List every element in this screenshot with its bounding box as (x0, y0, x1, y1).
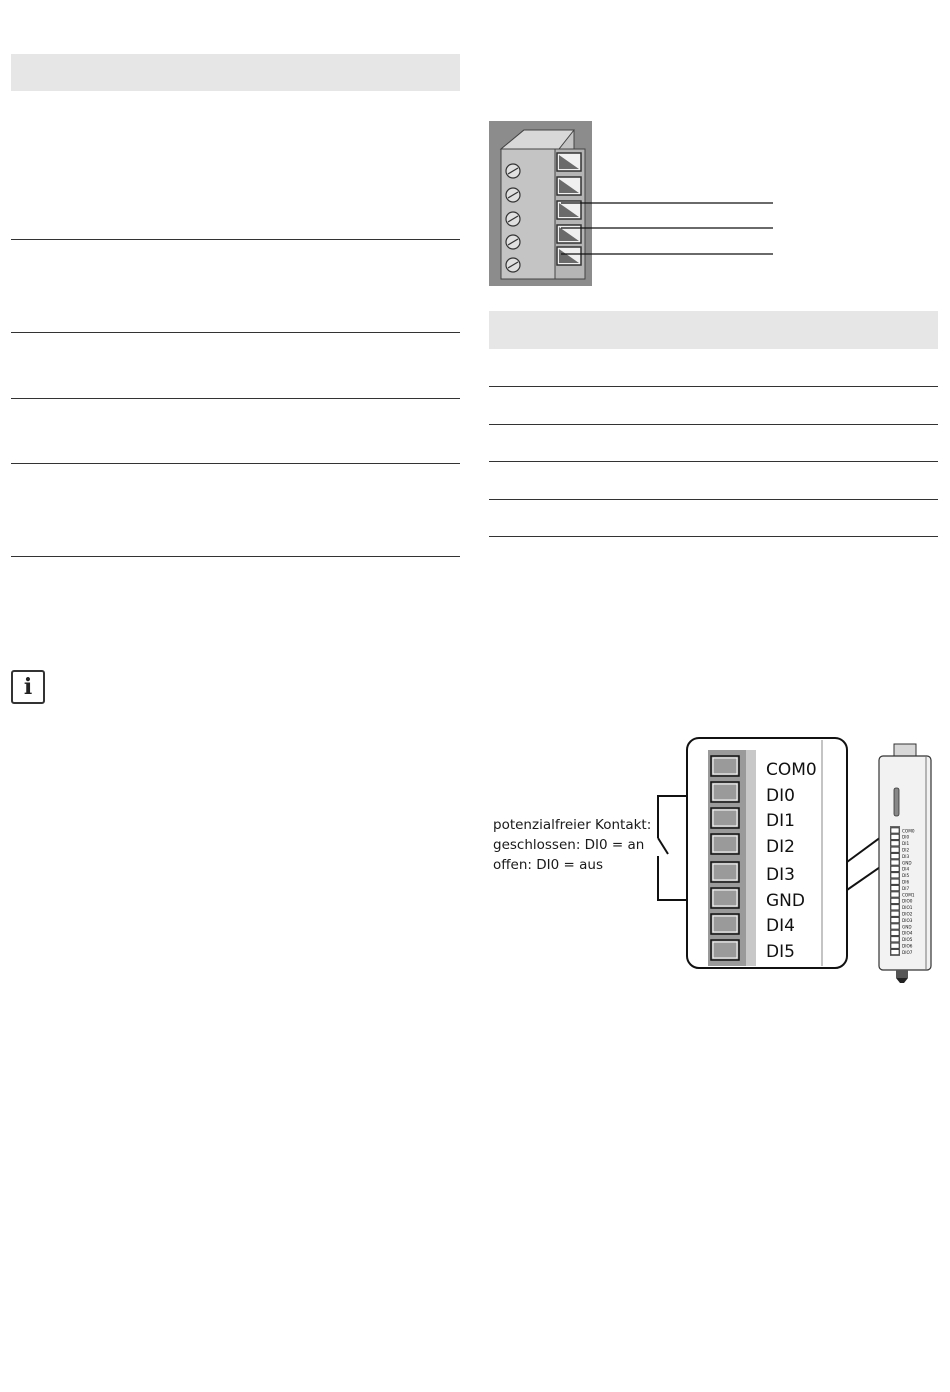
device-terminal-label: DI6 (902, 879, 910, 885)
contact-callout (493, 815, 663, 875)
info-icon: i (11, 670, 45, 704)
device-terminal (891, 886, 899, 891)
left-rule-2 (11, 332, 460, 333)
terminal-block-figure (489, 121, 779, 287)
device-module (879, 744, 931, 983)
device-terminal (891, 854, 899, 859)
device-terminal (891, 930, 899, 935)
left-rule-1 (11, 239, 460, 240)
right-rule-4 (489, 499, 938, 500)
pin-label-6: DI4 (766, 916, 795, 936)
pin-label-7: DI5 (766, 942, 795, 962)
pin-label-2: DI1 (766, 811, 795, 831)
right-rule-2 (489, 424, 938, 425)
pin-label-4: DI3 (766, 865, 795, 885)
device-terminal (891, 892, 899, 897)
device-terminal (891, 847, 899, 852)
device-terminal-label: DIO4 (902, 930, 913, 936)
device-terminal (891, 873, 899, 878)
device-terminal-label: DIO7 (902, 949, 913, 955)
pin-label-3: DI2 (766, 837, 795, 857)
device-terminal-label: COM1 (902, 892, 915, 898)
device-terminal (891, 937, 899, 942)
callout-line-1: potenzialfreier Kontakt: (493, 817, 652, 833)
device-terminal-label: DIO0 (902, 898, 913, 904)
device-terminal (891, 828, 899, 833)
device-terminal-label: DIO6 (902, 943, 913, 949)
device-terminal (891, 905, 899, 910)
pin-label-0: COM0 (766, 760, 817, 780)
device-terminal-label: DIO3 (902, 917, 913, 923)
device-terminal-label: DI7 (902, 885, 910, 891)
device-terminal (891, 898, 899, 903)
device-terminal (891, 879, 899, 884)
device-terminal-label: DI1 (902, 841, 910, 847)
device-terminal (891, 950, 899, 955)
device-terminal (891, 841, 899, 846)
device-terminal-label: DIO2 (902, 911, 913, 917)
device-terminal (891, 918, 899, 923)
device-terminal (891, 943, 899, 948)
device-terminal (891, 860, 899, 865)
left-rule-4 (11, 463, 460, 464)
left-rule-3 (11, 398, 460, 399)
device-terminal-label: DI2 (902, 847, 910, 853)
device-terminal-label: DIO5 (902, 937, 913, 943)
device-terminal-label: DIO1 (902, 905, 913, 911)
callout-line-3: offen: DI0 = aus (493, 857, 603, 873)
device-terminal-label: COM0 (902, 828, 915, 834)
wiring-diagram (650, 730, 945, 985)
device-terminal (891, 866, 899, 871)
right-rule-5 (489, 536, 938, 537)
device-terminal (891, 911, 899, 916)
device-terminal-label: DI3 (902, 853, 910, 859)
left-rule-5 (11, 556, 460, 557)
right-header-bar (489, 311, 938, 349)
device-terminal (891, 924, 899, 929)
device-terminal-label: GND (902, 860, 912, 866)
callout-line-2: geschlossen: DI0 = an (493, 837, 645, 853)
pin-label-5: GND (766, 891, 805, 911)
device-terminal-label: DI0 (902, 834, 910, 840)
device-terminal-label: GND (902, 924, 912, 930)
right-rule-1 (489, 386, 938, 387)
device-terminal-label: DI5 (902, 873, 910, 879)
left-header-bar (11, 54, 460, 91)
device-terminal-label: DI4 (902, 866, 910, 872)
right-rule-3 (489, 461, 938, 462)
pin-label-1: DI0 (766, 786, 795, 806)
device-terminal (891, 834, 899, 839)
